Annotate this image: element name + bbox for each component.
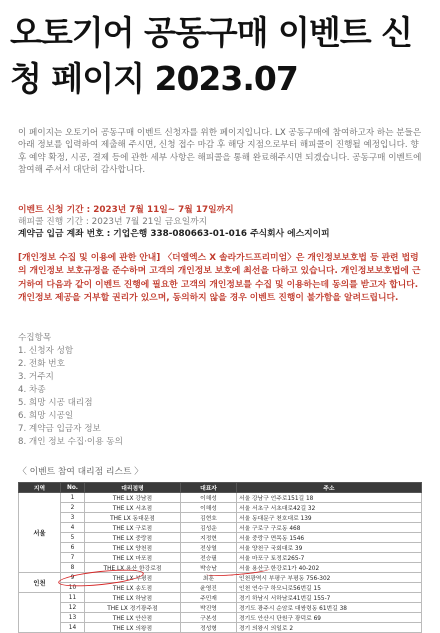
cell-rep: 윤영진 (181, 583, 237, 593)
region-cell-empty (19, 593, 61, 633)
header-representative: 대표자 (181, 483, 237, 493)
cell-no: 9 (61, 573, 85, 583)
cell-no: 11 (61, 593, 85, 603)
region-cell: 인천 (19, 573, 61, 593)
collect-item: 1. 신청자 성함 (18, 346, 74, 356)
table-row (19, 593, 422, 603)
cell-address: 서울 중랑구 면목동 1546 (237, 533, 422, 543)
table-row (19, 603, 422, 613)
header-region: 지역 (19, 483, 61, 493)
cell-address: 서울 양천구 국회대로 39 (237, 543, 422, 553)
cell-dealer-name: THE LX 중랑점 (85, 533, 181, 543)
cell-no: 12 (61, 603, 85, 613)
collect-item: 6. 희망 시공일 (18, 411, 74, 421)
table-row (19, 533, 422, 543)
collect-item: 7. 계약금 입금자 정보 (18, 424, 101, 434)
cell-no: 5 (61, 533, 85, 543)
cell-dealer-name: THE LX 마포점 (85, 553, 181, 563)
cell-dealer-name: THE LX 송도점 (85, 583, 181, 593)
cell-address: 서울 강남구 언주로151길 18 (237, 493, 422, 503)
cell-address: 경기 하남시 서하남로41번길 155-7 (237, 593, 422, 603)
cell-no: 3 (61, 513, 85, 523)
cell-rep: 전승필 (181, 553, 237, 563)
privacy-notice: [개인정보 수집 및 이용에 관한 안내] 〈더엘엑스 X 솔라가드프리미엄〉은 개인정보보호법 등 관련 법령의 개인정보 보호규정을 준수하며 고객의 개인정보 보호에 최선을 다하고 있습니다. 개인정보보호법에 근거하여 다음과 같이 이벤트 진행에 필요한 고객의 개인정보를 수집 및 이용하는데 동의를 받고자 합니다. 개인정보 제공을 거부할 권리가 있으며, 동의하지 않을 경우 이벤트 진행이 불가함을 알려드립니다. (18, 253, 421, 304)
header-address: 주소 (237, 483, 422, 493)
region-cell: 서울 (19, 493, 61, 573)
cell-no: 8 (61, 563, 85, 573)
dealer-table (18, 482, 422, 633)
cell-rep: 구본성 (181, 613, 237, 623)
cell-rep: 김현호 (181, 513, 237, 523)
cell-rep: 최훈 (181, 573, 237, 583)
cell-dealer-name: THE LX 하남점 (85, 593, 181, 603)
cell-rep: 김성운 (181, 523, 237, 533)
cell-no: 1 (61, 493, 85, 503)
collect-title: 수집항목 (18, 333, 52, 343)
cell-no: 4 (61, 523, 85, 533)
intro-text: 이 페이지는 오토기어 공동구매 이벤트 신청자를 위한 페이지입니다. LX 공동구매에 참여하고자 하는 분들은 아래 정보를 입력하여 제출해 주시면, 신청 접수 마감 후 해당 지점으로부터 해피콜이 진행될 예정입니다. 향후 예약 확정, 시공, 결제 등에 관한 세부 사항은 해피콜을 통해 완료해주시면 되겠습니다. 공동구매 이벤트에 참여해 주셔서 대단히 감사합니다. (18, 128, 422, 175)
cell-address: 서울 마포구 토정로265-7 (237, 553, 422, 563)
cell-dealer-name: THE LX 의왕점 (85, 623, 181, 633)
table-row (19, 543, 422, 553)
cell-address: 인천 연수구 하모니로56번길 15 (237, 583, 422, 593)
cell-rep: 주민재 (181, 593, 237, 603)
cell-dealer-name: THE LX 구로점 (85, 523, 181, 533)
cell-address: 서울 용산구 한강로1가 40-202 (237, 563, 422, 573)
collect-item: 3. 거주지 (18, 372, 54, 382)
table-row (19, 513, 422, 523)
cell-address: 경기도 안산시 단원구 광덕로 69 (237, 613, 422, 623)
event-info (18, 205, 423, 240)
cell-address: 인천광역시 부평구 부평동 756-302 (237, 573, 422, 583)
cell-rep: 지정현 (181, 533, 237, 543)
cell-no: 7 (61, 553, 85, 563)
collect-item: 4. 차종 (18, 385, 46, 395)
table-row (19, 493, 422, 503)
page-title: 오토기어 공동구매 이벤트 신청 페이지 2023.07 (10, 13, 413, 98)
cell-rep: 박승남 (181, 563, 237, 573)
cell-rep: 이해성 (181, 493, 237, 503)
cell-rep: 이해성 (181, 503, 237, 513)
table-row (19, 613, 422, 623)
cell-dealer-name: THE LX 안산점 (85, 613, 181, 623)
cell-dealer-name: THE LX 경기광주점 (85, 603, 181, 613)
cell-dealer-name: THE LX 동대문점 (85, 513, 181, 523)
cell-address: 경기 의왕시 의일로 2 (237, 623, 422, 633)
collect-item: 8. 개인 정보 수집·이용 동의 (18, 437, 123, 447)
collect-item: 5. 희망 시공 대리점 (18, 398, 93, 408)
cell-rep: 박진영 (181, 603, 237, 613)
cell-no: 6 (61, 543, 85, 553)
cell-rep: 전상열 (181, 543, 237, 553)
table-header-row (19, 483, 422, 493)
table-row (19, 503, 422, 513)
cell-address: 경기도 광주시 순암로 대쌍령동 61번길 38 (237, 603, 422, 613)
cell-address: 서울 동대문구 천호대로 139 (237, 513, 422, 523)
collect-section (18, 332, 318, 449)
cell-no: 14 (61, 623, 85, 633)
cell-address: 서울 구로구 구로동 468 (237, 523, 422, 533)
cell-no: 2 (61, 503, 85, 513)
deposit-account: 계약금 입금 계좌 번호 : 기업은행 338-080663-01-016 주식회사 에스지이피 (18, 228, 330, 239)
cell-no: 10 (61, 583, 85, 593)
cell-dealer-name: THE LX 강남점 (85, 493, 181, 503)
cell-dealer-name: THE LX 양천점 (85, 543, 181, 553)
table-row (19, 553, 422, 563)
happycall-period: 해피콜 진행 기간 : 2023년 7월 21일 금요일까지 (18, 216, 208, 227)
header-dealer-name: 대리점명 (85, 483, 181, 493)
cell-rep: 정성형 (181, 623, 237, 633)
event-period: 이벤트 신청 기간 : 2023년 7월 11일~ 7월 17일까지 (18, 205, 234, 215)
cell-dealer-name: THE LX 부평점 (85, 573, 181, 583)
header-no: No. (61, 483, 85, 493)
dealer-list-title: 〈 이벤트 참여 대리점 리스트 〉 (18, 467, 144, 477)
table-row (19, 623, 422, 633)
cell-address: 서울 서초구 서초대로42길 32 (237, 503, 422, 513)
collect-item: 2. 전화 번호 (18, 359, 65, 369)
cell-dealer-name: THE LX 용산 한강로점 (85, 563, 181, 573)
table-row (19, 523, 422, 533)
cell-dealer-name: THE LX 서초점 (85, 503, 181, 513)
cell-no: 13 (61, 613, 85, 623)
